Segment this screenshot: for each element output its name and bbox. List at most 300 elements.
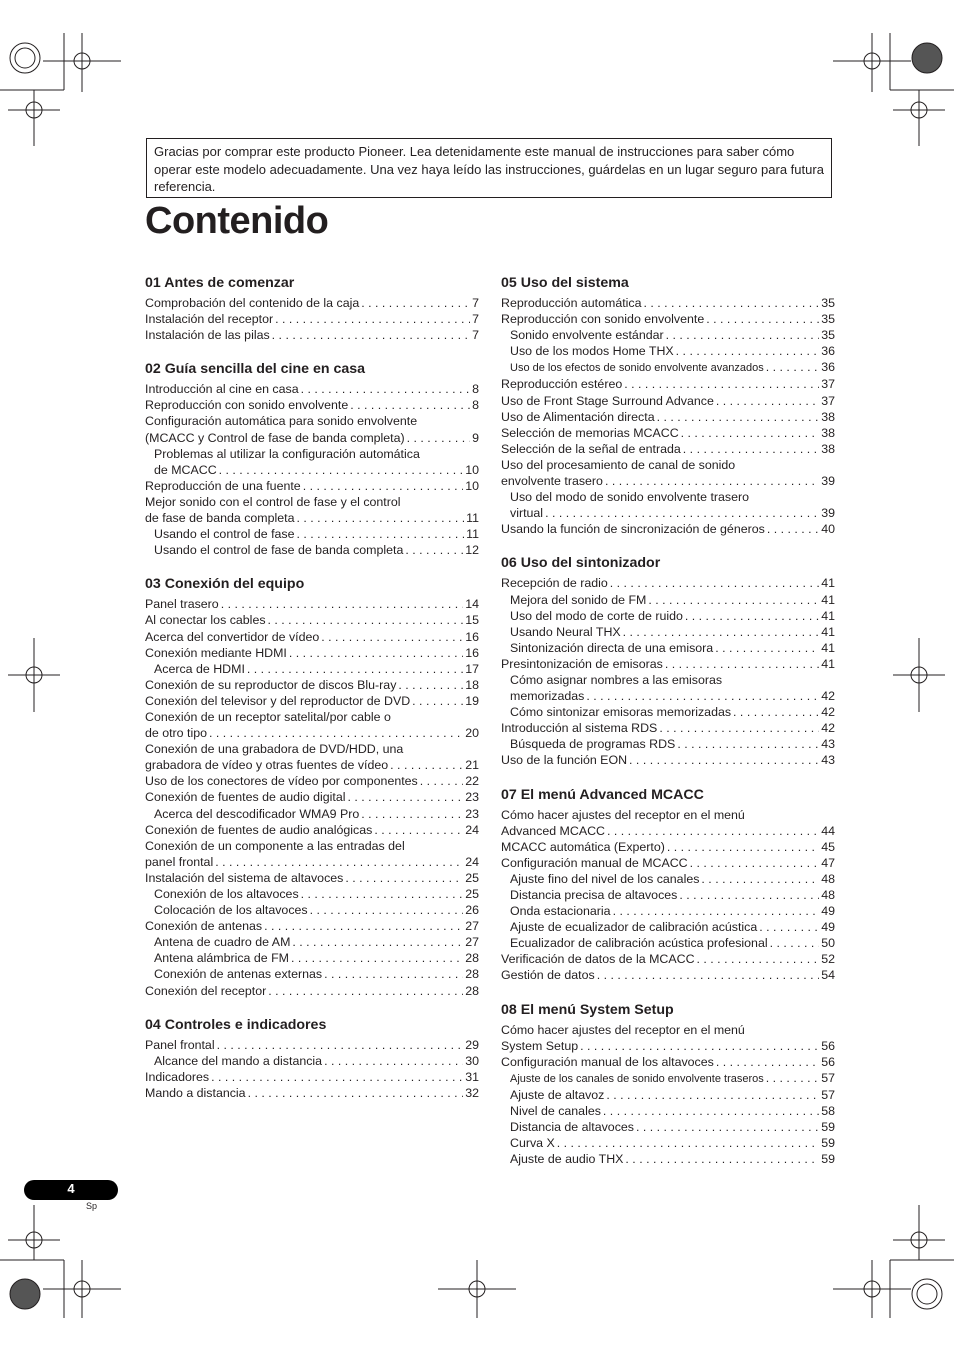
dot-leader (644, 295, 820, 311)
toc-page-number: 41 (821, 640, 835, 655)
toc-page-number: 41 (821, 656, 835, 671)
dot-leader (610, 575, 819, 591)
toc-entry[interactable] (145, 741, 479, 773)
toc-page-number: 56 (821, 1038, 835, 1053)
toc-entry[interactable] (501, 441, 835, 457)
toc-page-number: 10 (465, 478, 479, 493)
intro-text: Gracias por comprar este producto Pioneer. Lea detenidamente este manual de instrucciones para saber cómo operar este modelo adecuadamente. Una vez haya leído las instrucciones, guárdelas en un lugar seguro para futura referencia. (154, 144, 824, 194)
toc-entry-text: Antena alámbrica de FM (154, 951, 289, 966)
dot-leader (683, 441, 819, 457)
toc-page-number: 11 (466, 511, 479, 526)
toc-entry-text: Selección de memorias MCACC (501, 425, 679, 440)
dot-leader (405, 542, 463, 558)
toc-page-number: 35 (821, 328, 835, 343)
toc-page-number: 14 (465, 597, 479, 612)
toc-page-number: 22 (465, 774, 479, 789)
toc-entry-text: Uso de Alimentación directa (501, 409, 655, 424)
toc-page-number: 41 (821, 592, 835, 607)
toc-entry-text-line: Conexión de una grabadora de DVD/HDD, una (145, 742, 404, 757)
toc-page-number: 41 (821, 576, 835, 591)
toc-entry-text: Advanced MCACC (501, 823, 605, 838)
dot-leader (659, 720, 819, 736)
toc-entry[interactable] (501, 871, 835, 887)
toc-entry[interactable] (501, 919, 835, 935)
toc-entry[interactable] (145, 886, 479, 902)
toc-page-number: 54 (821, 968, 835, 983)
toc-entry[interactable] (145, 629, 479, 645)
toc-entry-text: Selección de la señal de entrada (501, 441, 681, 456)
toc-page-number: 15 (465, 613, 479, 628)
toc-entry-text: Panel trasero (145, 597, 219, 612)
toc-page-number: 25 (465, 887, 479, 901)
toc-entry[interactable] (145, 918, 479, 934)
toc-entry-text: Conexión de fuentes de audio digital (145, 790, 346, 805)
toc-entry[interactable] (145, 677, 479, 693)
toc-entry-text: Uso de los conectores de vídeo por componentes (145, 774, 418, 789)
section-title: 05 Uso del sistema (501, 275, 629, 291)
toc-entry[interactable] (501, 457, 835, 489)
toc-entry-text: Introducción al sistema RDS (501, 721, 658, 736)
toc-page-number: 30 (465, 1053, 479, 1068)
toc-entry-text: Curva X (510, 1136, 555, 1151)
toc-page-number: 48 (821, 871, 835, 886)
toc-entry[interactable] (145, 822, 479, 838)
toc-entry[interactable] (501, 409, 835, 425)
toc-entry[interactable] (501, 1054, 835, 1070)
toc-entry-text: Conexión de antenas (145, 919, 263, 934)
toc-page-number: 36 (821, 344, 835, 359)
dot-leader (766, 1070, 819, 1086)
toc-page-number: 57 (821, 1070, 835, 1085)
toc-entry[interactable] (145, 870, 479, 886)
toc-page-number: 7 (472, 296, 479, 310)
toc-entry[interactable] (145, 773, 479, 789)
dot-leader (759, 919, 819, 935)
toc-entry-text: Introducción al cine en casa (145, 382, 299, 397)
dot-leader (221, 596, 464, 612)
section-title: 06 Uso del sintonizador (501, 555, 661, 572)
toc-entry[interactable] (145, 526, 479, 542)
toc-entry-text-line: Cómo hacer ajustes del receptor en el menú (501, 807, 745, 822)
toc-entry[interactable] (501, 359, 835, 376)
toc-page-number: 56 (821, 1054, 835, 1069)
toc-entry-text: Mando a distancia (145, 1085, 246, 1100)
dot-leader (361, 295, 470, 311)
dot-leader (733, 704, 819, 720)
toc-entry[interactable] (145, 661, 479, 677)
dot-leader (606, 1087, 819, 1103)
toc-entry-text-line: Cómo asignar nombres a las emisoras (510, 672, 723, 687)
toc-entry-text: Uso de los efectos de sonido envolvente avanzados (510, 362, 764, 375)
toc-entry-text-line: Conexión de un componente a las entradas del (145, 838, 405, 853)
toc-entry-text: Instalación de las pilas (145, 328, 270, 343)
toc-page-number: 39 (821, 474, 835, 489)
toc-entry[interactable] (501, 967, 835, 983)
toc-entry-text: Conexión mediante HDMI (145, 645, 287, 660)
toc-entry[interactable] (145, 1069, 479, 1085)
toc-entry-text-line: Mejor sonido con el control de fase y el control (145, 494, 401, 509)
toc-entry[interactable] (501, 807, 835, 839)
toc-entry[interactable] (145, 709, 479, 741)
toc-entry[interactable] (501, 425, 835, 441)
toc-entry[interactable] (145, 397, 479, 413)
toc-entry[interactable] (145, 381, 479, 397)
dot-leader (666, 327, 820, 343)
toc-section (145, 360, 479, 558)
intro-box (146, 138, 832, 198)
dot-leader (350, 397, 470, 413)
toc-section (501, 1001, 835, 1168)
toc-page-number: 7 (472, 312, 479, 327)
toc-entry[interactable] (145, 902, 479, 918)
toc-entry-text: Antena de cuadro de AM (154, 935, 291, 950)
toc-entry-text: Recepción de radio (501, 576, 608, 591)
dot-leader (303, 478, 464, 494)
dot-leader (297, 510, 465, 526)
toc-entry-text: Instalación del sistema de altavoces (145, 870, 344, 885)
toc-entry[interactable] (501, 1151, 835, 1167)
dot-leader (690, 855, 820, 871)
toc-entry-text: de otro tipo (145, 726, 207, 741)
dot-leader (613, 903, 820, 919)
toc-page-number: 8 (472, 398, 479, 413)
toc-section (145, 274, 479, 343)
toc-entry[interactable] (501, 311, 835, 327)
toc-page-number: 50 (821, 936, 835, 951)
toc-entry-text-line: Configuración automática para sonido envolvente (145, 414, 418, 429)
toc-entry-text: Conexión de su reproductor de discos Blu-ray (145, 677, 397, 692)
toc-entry[interactable] (145, 789, 479, 805)
dot-leader (706, 311, 819, 327)
toc-entry-text: Panel frontal (145, 1037, 215, 1052)
toc-entry-text: Acerca del convertidor de vídeo (145, 629, 320, 644)
dot-leader (767, 521, 819, 537)
toc-page-number: 40 (821, 522, 835, 537)
dot-leader (657, 409, 820, 425)
toc-page-number: 43 (821, 753, 835, 768)
toc-entry[interactable] (145, 295, 479, 311)
toc-entry-text: Configuración manual de MCACC (501, 855, 688, 870)
toc-page-number: 28 (465, 951, 479, 966)
toc-entry-text-line: Problemas al utilizar la configuración automática (154, 446, 420, 461)
dot-leader (324, 966, 463, 982)
page-language: Sp (86, 1201, 98, 1211)
dot-leader (268, 612, 464, 628)
toc-entry[interactable] (501, 1119, 835, 1135)
dot-leader (390, 757, 463, 773)
toc-entry[interactable] (145, 645, 479, 661)
toc-page-number: 36 (821, 360, 835, 375)
toc-section (501, 786, 835, 984)
toc-page-number: 52 (821, 952, 835, 967)
toc-page-number: 47 (821, 855, 835, 870)
toc-entry[interactable] (501, 1103, 835, 1119)
toc-entry-text: Conexión de fuentes de audio analógicas (145, 822, 373, 837)
section-title: 02 Guía sencilla del cine en casa (145, 361, 366, 378)
toc-entry[interactable] (501, 1070, 835, 1087)
toc-entry-text: Conexión de antenas externas (154, 967, 323, 982)
dot-leader (701, 871, 819, 887)
toc-entry[interactable] (145, 542, 479, 558)
toc-entry[interactable] (145, 1053, 479, 1069)
toc-entry[interactable] (145, 612, 479, 628)
toc-entry-text: Usando el control de fase (154, 527, 295, 542)
toc-entry-text: Ajuste de los canales de sonido envolvente traseros (510, 1072, 764, 1085)
toc-page-number: 42 (821, 721, 835, 736)
toc-entry[interactable] (501, 343, 835, 359)
dot-leader (272, 327, 470, 343)
toc-entry-text: Acerca de HDMI (154, 661, 245, 676)
toc-page-number: 24 (465, 822, 479, 837)
dot-leader (211, 1069, 463, 1085)
toc-entry[interactable] (145, 983, 479, 999)
toc-page-number: 38 (821, 441, 835, 456)
dot-leader (676, 343, 820, 359)
toc-page-number: 27 (465, 935, 479, 950)
toc-entry[interactable] (501, 704, 835, 720)
toc-entry-text: Conexión de los altavoces (154, 887, 299, 901)
toc-page-number: 35 (821, 312, 835, 327)
dot-leader (407, 430, 470, 446)
dot-leader (679, 887, 819, 903)
section-title: 03 Conexión del equipo (145, 576, 305, 593)
toc-entry[interactable] (145, 950, 479, 966)
toc-page-number: 49 (821, 920, 835, 935)
dot-leader (597, 967, 820, 983)
toc-entry[interactable] (501, 855, 835, 871)
toc-entry-text: Conexión del receptor (145, 983, 267, 998)
toc-page-number: 16 (465, 629, 479, 644)
toc-column-right (501, 274, 835, 1184)
dot-leader (625, 1151, 819, 1167)
toc-entry[interactable] (501, 736, 835, 752)
toc-entry[interactable] (145, 1037, 479, 1053)
toc-entry[interactable] (145, 693, 479, 709)
dot-leader (557, 1135, 819, 1151)
toc-page-number: 38 (821, 425, 835, 440)
toc-entry-text: envolvente trasero (501, 474, 603, 489)
toc-page-number: 16 (465, 645, 479, 660)
dot-leader (667, 839, 819, 855)
toc-entry-text: Acerca del descodificador WMA9 Pro (154, 806, 360, 821)
toc-entry[interactable] (145, 966, 479, 982)
toc-entry[interactable] (501, 393, 835, 409)
toc-entry-text: Colocación de los altavoces (154, 903, 308, 918)
toc-section (501, 554, 835, 768)
section-title: 04 Controles e indicadores (145, 1016, 327, 1033)
section-title: 08 El menú System Setup (501, 1001, 674, 1018)
toc-page-number: 17 (465, 661, 479, 676)
toc-entry[interactable] (501, 887, 835, 903)
dot-leader (420, 773, 463, 789)
toc-page-number: 28 (465, 967, 479, 982)
toc-entry[interactable] (501, 489, 835, 521)
toc-entry-text: Distancia precisa de altavoces (510, 888, 678, 902)
toc-entry[interactable] (501, 1087, 835, 1103)
toc-entry[interactable] (145, 413, 479, 445)
dot-leader (361, 806, 463, 822)
toc-entry-text-line: Uso del procesamiento de canal de sonido (501, 457, 736, 472)
toc-entry-text: Configuración manual de los altavoces (501, 1054, 714, 1069)
toc-page-number: 37 (821, 393, 835, 408)
dot-leader (580, 1038, 819, 1054)
toc-page-number: 24 (465, 854, 479, 869)
toc-section (501, 274, 835, 537)
section-title: 01 Antes de comenzar (145, 275, 295, 291)
toc-entry[interactable] (145, 478, 479, 494)
toc-entry-text: Ecualizador de calibración acústica profesional (510, 936, 768, 951)
toc-entry-text: Cómo sintonizar emisoras memorizadas (510, 705, 732, 720)
toc-page-number: 41 (821, 624, 835, 639)
toc-page-number: 43 (821, 737, 835, 752)
dot-leader (297, 526, 465, 542)
toc-page-number: 7 (472, 328, 479, 343)
toc-entry[interactable] (145, 934, 479, 950)
dot-leader (648, 592, 819, 608)
dot-leader (345, 870, 463, 886)
toc-entry[interactable] (501, 592, 835, 608)
dot-leader (697, 951, 820, 967)
toc-entry-text: Uso de los modos Home THX (510, 344, 674, 359)
toc-page-number: 59 (821, 1120, 835, 1135)
toc-page-number: 8 (472, 382, 479, 397)
toc-entry[interactable] (501, 903, 835, 919)
toc-page-number: 29 (465, 1037, 479, 1052)
toc-entry[interactable] (501, 575, 835, 591)
toc-section (145, 575, 479, 998)
toc-entry-text: Comprobación del contenido de la caja (145, 296, 360, 310)
dot-leader (677, 736, 819, 752)
dot-leader (301, 381, 470, 397)
toc-entry-text: Mejora del sonido de FM (510, 592, 647, 607)
dot-leader (291, 950, 463, 966)
toc-page-number: 39 (821, 506, 835, 521)
dot-leader (607, 823, 819, 839)
dot-leader (215, 854, 463, 870)
dot-leader (219, 462, 464, 478)
toc-page-number: 11 (466, 527, 479, 542)
toc-entry-text: Onda estacionaria (510, 904, 611, 919)
toc-page-number: 38 (821, 409, 835, 424)
dot-leader (268, 983, 463, 999)
toc-entry[interactable] (501, 951, 835, 967)
dot-leader (209, 725, 463, 741)
toc-entry[interactable] (501, 656, 835, 672)
toc-entry[interactable] (145, 1085, 479, 1101)
toc-entry[interactable] (145, 838, 479, 870)
toc-entry-text: de MCACC (154, 462, 217, 477)
toc-page-number: 37 (821, 377, 835, 392)
toc-entry[interactable] (501, 640, 835, 656)
toc-entry[interactable] (501, 672, 835, 704)
toc-entry-text: Instalación del receptor (145, 312, 274, 327)
toc-entry-text: Uso de la función EON (501, 753, 628, 768)
toc-entry-text: Conexión del televisor y del reproductor de DVD (145, 693, 411, 708)
toc-entry[interactable] (501, 608, 835, 624)
toc-page-number: 19 (465, 693, 479, 708)
toc-entry[interactable] (501, 376, 835, 392)
dot-leader (217, 1037, 464, 1053)
dot-leader (586, 688, 819, 704)
toc-page-number: 9 (472, 430, 479, 445)
toc-page-number: 58 (821, 1104, 835, 1119)
toc-entry-text: de fase de banda completa (145, 511, 295, 526)
toc-page-number: 10 (465, 462, 479, 477)
toc-entry-text-line: Uso del modo de sonido envolvente trasero (510, 490, 750, 505)
toc-page-number: 26 (465, 903, 479, 918)
dot-leader (545, 505, 819, 521)
toc-entry[interactable] (145, 806, 479, 822)
toc-entry-text: Reproducción automática (501, 296, 642, 310)
toc-entry-text: Ajuste de altavoz (510, 1087, 605, 1102)
toc-entry[interactable] (501, 720, 835, 736)
toc-entry[interactable] (145, 446, 479, 478)
toc-page-number: 42 (821, 705, 835, 720)
toc-entry[interactable] (501, 521, 835, 537)
toc-page-number: 44 (821, 823, 835, 838)
toc-entry[interactable] (501, 935, 835, 951)
toc-page-number: 12 (465, 543, 479, 558)
toc-entry-text: MCACC automática (Experto) (501, 839, 665, 854)
dot-leader (275, 311, 470, 327)
toc-entry[interactable] (501, 839, 835, 855)
toc-entry[interactable] (145, 494, 479, 526)
dot-leader (398, 677, 463, 693)
toc-entry-text: Usando el control de fase de banda completa (154, 543, 404, 558)
toc-entry-text: Usando la función de sincronización de géneros (501, 522, 765, 537)
toc-entry[interactable] (145, 327, 479, 343)
toc-entry[interactable] (501, 752, 835, 768)
dot-leader (321, 629, 463, 645)
toc-page-number: 25 (465, 870, 479, 885)
toc-page-number: 18 (465, 677, 479, 692)
page-number: 4 (67, 1181, 75, 1196)
toc-entry[interactable] (501, 1022, 835, 1054)
dot-leader (248, 1085, 464, 1101)
toc-page-number: 41 (821, 608, 835, 623)
dot-leader (665, 656, 819, 672)
toc-page-number: 45 (821, 839, 835, 854)
toc-entry-text: Ajuste de audio THX (510, 1152, 624, 1167)
toc-entry[interactable] (145, 311, 479, 327)
toc-entry-text: grabadora de vídeo y otras fuentes de vídeo (145, 758, 389, 773)
dot-leader (770, 935, 820, 951)
toc-entry-text-line: Conexión de un receptor satelital/por cable o (145, 709, 391, 724)
toc-entry-text: Reproducción estéreo (501, 377, 623, 392)
toc-entry-text: Presintonización de emisoras (501, 656, 663, 671)
toc-page-number: 59 (821, 1136, 835, 1151)
dot-leader (603, 1103, 819, 1119)
toc-entry-text: Gestión de datos (501, 968, 595, 983)
toc-entry-text: virtual (510, 506, 544, 521)
toc-entry[interactable] (501, 327, 835, 343)
toc-section (145, 1016, 479, 1101)
toc-entry-text: Al conectar los cables (145, 613, 266, 628)
toc-entry[interactable] (501, 624, 835, 640)
toc-page-number: 32 (465, 1085, 479, 1100)
dot-leader (605, 473, 819, 489)
toc-entry-text: Distancia de altavoces (510, 1120, 634, 1135)
page-title: Contenido (145, 200, 329, 242)
toc-entry[interactable] (501, 295, 835, 311)
toc-entry-text-line: Cómo hacer ajustes del receptor en el menú (501, 1022, 745, 1037)
dot-leader (623, 624, 820, 640)
toc-page-number: 31 (465, 1069, 479, 1084)
dot-leader (347, 789, 463, 805)
toc-page-number: 23 (465, 806, 479, 821)
toc-entry[interactable] (501, 1135, 835, 1151)
toc-entry[interactable] (145, 596, 479, 612)
